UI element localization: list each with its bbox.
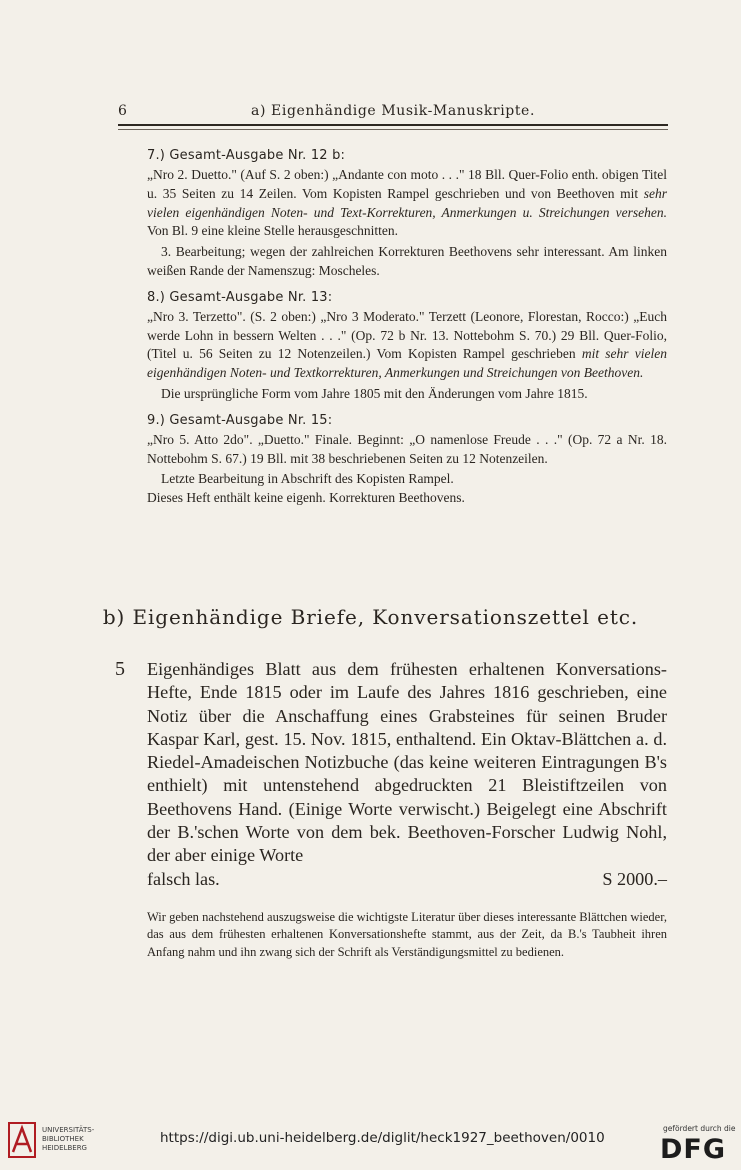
dfg-logo[interactable]: DFG [660,1134,727,1165]
entry-heading: 7.) Gesamt-Ausgabe Nr. 12 b: [147,148,346,163]
lot-price: S 2000.– [602,868,667,889]
library-logo[interactable] [8,1122,138,1162]
entry-heading: 9.) Gesamt-Ausgabe Nr. 15: [147,412,333,428]
entry-note: 3. Bearbeitung; wegen der zahlreichen Korrekturen Beethovens sehr interessant. Am linken weißen Rande der Namenszug: Moscheles. [147,244,667,278]
lot-number: 5 [115,658,125,680]
running-title: a) Eigenhändige Musik-Manuskripte. [251,103,535,119]
header-rule [118,124,668,126]
entry-note-2: Dieses Heft enthält keine eigenh. Korrekturen Beethovens. [147,490,465,506]
library-name: UNIVERSITÄTS- BIBLIOTHEK HEIDELBERG [42,1126,95,1152]
literature-note: Wir geben nachstehend auszugsweise die wichtigste Literatur über dieses interessante Blättchen wieder, das aus dem frühesten erhaltenen Konversationshefte stammt, aus der Zeit, da B.'s Taubheit ihren Anfang nahm und ihn zwang sich der Schrift als Verständigungsmittel zu bedienen. [147,909,667,959]
lot-description: Eigenhändiges Blatt aus dem frühesten erhaltenen Konversations-Hefte, Ende 1815 oder im Laufe des Jahres 1816 geschrieben, eine Notiz über die Anschaffung eines Grabsteines für seinen Bruder Kaspar Karl, gest. 15. Nov. 1815, enthaltend. Ein Oktav-Blättchen a. d. Riedel-Amadeischen Notizbuche (das keine weiteren Eintragungen B's enthielt) mit untenstehend abgedruckten 21 Bleistiftzeilen von Beethovens Hand. (Einige Worte verwischt.) Beigelegt eine Abschrift der B.'schen Worte von dem bek. Beethoven-Forscher Ludwig Nohl, der aber einige Worte [147,659,667,866]
entry-note: Letzte Bearbeitung in Abschrift des Kopisten Rampel. [161,471,454,487]
section-b-entry [115,658,667,961]
entry-9 [147,413,667,508]
page-number: 6 [118,103,127,119]
entry-heading: 8.) Gesamt-Ausgabe Nr. 13: [147,289,333,305]
entry-description: „Nro 2. Duetto." (Auf S. 2 oben:) „Andante con moto . . ." 18 Bll. Quer-Folio enth. obigen Titel u. 35 Seiten zu 14 Zeilen. Vom Kopisten Rampel geschrieben und von Beethoven mit sehr vielen eigenhändigen Noten- und Text-Korrekturen, Anmerkungen u. Streichungen versehen. Von Bl. 9 eine kleine Stelle herausgeschnitten. [147,167,667,239]
lot-description-end: falsch las. [147,868,220,889]
entry-7 [147,148,667,281]
entry-8 [147,290,667,404]
entry-description: „Nro 3. Terzetto". (S. 2 oben:) „Nro 3 Moderato." Terzett (Leonore, Florestan, Rocco:) „Euch werde Lohn in bessern Welten . . ." (Op. 72 b Nr. 13. Nottebohm S. 70.) 29 Bll. Quer-Folio, (Titel u. 56 Seiten zu 12 Notenzeilen.) Vom Kopisten Rampel geschrieben mit sehr vielen eigenhändigen Noten- und Textkorrekturen, Anmerkungen und Streichungen von Beethoven. [147,308,667,381]
entry-description: „Nro 5. Atto 2do". „Duetto." Finale. Beginnt: „O namenlose Freude . . ." (Op. 72 a Nr. 18. Nottebohm S. 67.) 19 Bll. mit 38 beschriebenen Seiten zu 12 Notenzeilen. [147,431,667,466]
source-url-link[interactable]: https://digi.ub.uni-heidelberg.de/diglit/heck1927_beethoven/0010 [160,1130,605,1146]
price-line [147,868,667,891]
library-crest-icon [8,1122,36,1158]
entry-note: Die ursprüngliche Form vom Jahre 1805 mit den Änderungen vom Jahre 1815. [161,385,588,401]
sponsor-caption: gefördert durch die [663,1124,736,1133]
section-b-title: b) Eigenhändige Briefe, Konversationszettel etc. [102,605,639,629]
header-rule-thin [118,129,668,130]
section-a-entries [147,148,667,517]
